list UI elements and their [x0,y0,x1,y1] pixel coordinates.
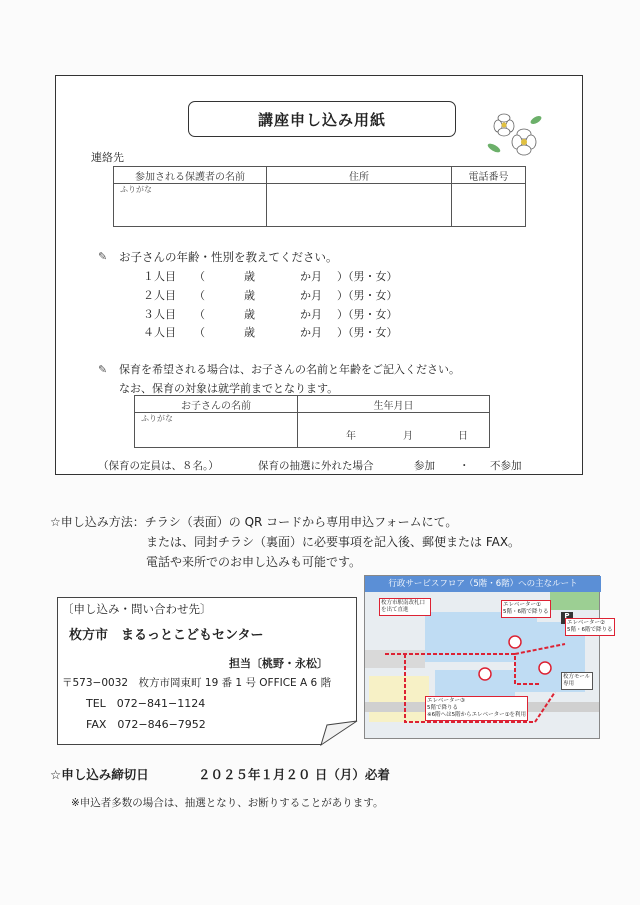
method-line2: または、同封チラシ（裏面）に必要事項を記入後、郵便または FAX。 [146,535,521,549]
header-parent-name: 参加される保護者の名前 [114,167,267,184]
map-exit-label: 枚方市駅南改札口を出て直進 [379,598,431,616]
method-line1: ☆申し込み方法：チラシ（表面）の QR コードから専用申込フォームにて。 [50,515,458,529]
lottery-note: 保育の抽選に外れた場合 [258,460,374,472]
header-address: 住所 [267,167,452,184]
contact-header: 〔申し込み・問い合わせ先〕 [62,602,212,616]
childcare-table [134,395,490,448]
child-row-4: ４人目 （ 歳 か月 ）（男・女） [143,326,398,339]
furigana-label: ふりがな [141,414,173,423]
contact-address: 〒573−0032 枚方市岡東町 19 番 1 号 OFFICE A 6 階 [62,677,332,689]
map-mall-label: 枚方モール専用 [561,672,593,690]
header-child-name: お子さんの名前 [135,396,298,413]
childcare-request-line2: なお、保育の対象は就学前までとなります。 [119,382,339,395]
attend-option[interactable]: 参加 [414,460,435,472]
childcare-request-line1: 保育を希望される場合は、お子さんの名前と年齢をご記入ください。 [119,363,460,376]
option-separator: ・ [459,460,470,472]
contact-fax: FAX 072−846−7952 [86,718,206,731]
map-elevator3-label: エレベーター③ 5階で降りる ※6階へは5階からエレベーター①を利用 [425,696,528,721]
parent-info-table [113,166,526,227]
contact-label: 連絡先 [91,151,124,164]
route-map [364,575,613,739]
contact-staff: 担当〔桃野・永松〕 [229,657,328,670]
child-name-cell[interactable] [135,413,298,448]
contact-org: 枚方市 まるっとこどもセンター [69,628,264,643]
furigana-label: ふりがな [120,185,152,194]
child-row-3: ３人目 （ 歳 か月 ）（男・女） [143,308,398,321]
map-elevator1-label: エレベーター① 5階・6階で降りる [501,600,551,618]
pencil-icon: ✎ [98,250,108,263]
parent-name-cell[interactable] [114,184,267,227]
form-title: 講座申し込み用紙 [188,101,456,137]
children-question: お子さんの年齢・性別を教えてください。 [119,250,338,264]
pencil-icon: ✎ [98,363,108,376]
parking-icon: P [564,612,570,620]
child-row-2: ２人目 （ 歳 か月 ）（男・女） [143,289,398,302]
address-cell[interactable] [267,184,452,227]
capacity-note: （保育の定員は、８名。） [98,460,219,472]
deadline-date: ２０２５年１月２０ 日（月）必着 [198,767,390,782]
child-row-1: １人目 （ 歳 か月 ）（男・女） [143,270,398,283]
page-fold-corner [321,721,357,745]
birthdate-cell[interactable]: 年 月 日 [298,413,490,448]
not-attend-option[interactable]: 不参加 [490,460,522,472]
map-elevator2-label: エレベーター② 5階・6階で降りる [565,618,615,636]
header-phone: 電話番号 [452,167,526,184]
contact-tel: TEL 072−841−1124 [86,697,206,710]
method-line3: 電話や来所でのお申し込みも可能です。 [146,555,362,569]
deadline-label: ☆申し込み締切日 [50,767,149,782]
lottery-disclaimer: ※申込者多数の場合は、抽選となり、お断りすることがあります。 [71,797,384,809]
flower-illustration [484,104,544,164]
phone-cell[interactable] [452,184,526,227]
header-birthdate: 生年月日 [298,396,490,413]
map-title: 行政サービスフロア（5階・6階）への主なルート [365,576,601,592]
